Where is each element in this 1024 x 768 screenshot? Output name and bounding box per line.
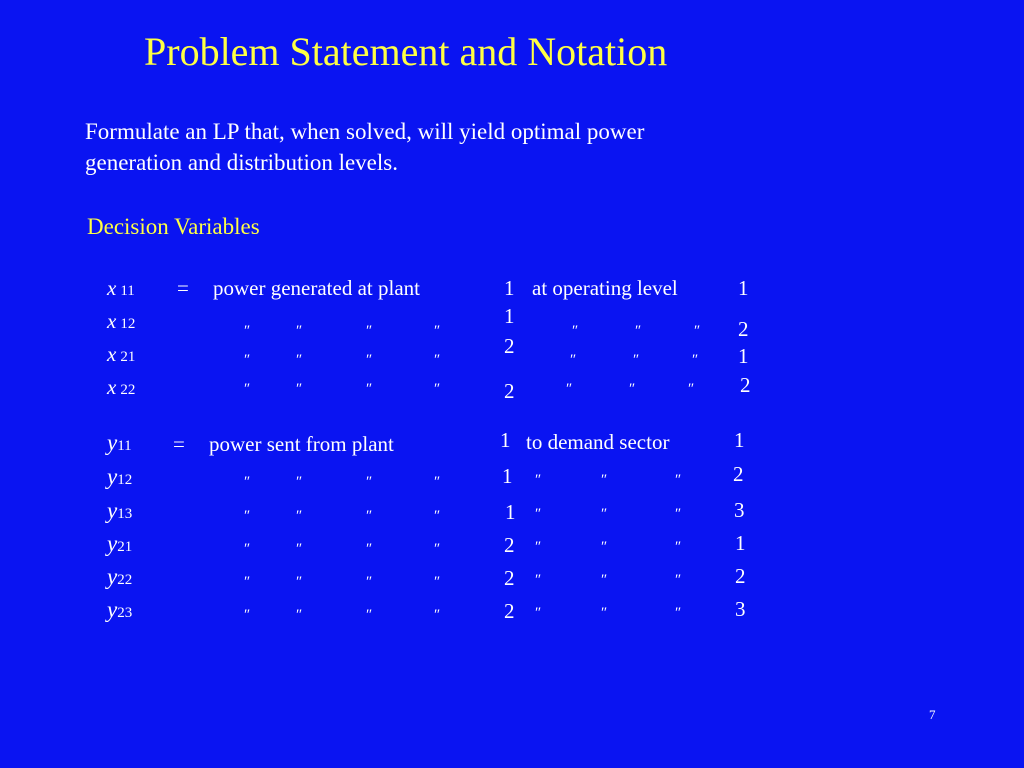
sector-index: 1 (734, 428, 745, 452)
ditto-mark: ″ (535, 539, 542, 555)
ditto-mark: ″ (244, 541, 251, 557)
ditto-mark: ″ (296, 607, 303, 623)
y-subscript: 13 (117, 506, 133, 522)
y-variable-23 (107, 597, 132, 623)
x-subscript: 12 (120, 316, 136, 332)
y-variable-12 (107, 464, 132, 490)
plant-index: 1 (502, 464, 513, 488)
ditto-mark: ″ (535, 472, 542, 488)
ditto-mark: ″ (434, 541, 441, 557)
ditto-mark: ″ (694, 323, 701, 339)
ditto-mark: ″ (675, 539, 682, 555)
y-subscript: 23 (117, 605, 133, 621)
ditto-mark: ″ (434, 381, 441, 397)
slide-title: Problem Statement and Notation (144, 29, 668, 74)
ditto-mark: ″ (675, 472, 682, 488)
ditto-mark: ″ (601, 605, 608, 621)
ditto-mark: ″ (566, 381, 573, 397)
ditto-mark: ″ (535, 506, 542, 522)
ditto-mark: ″ (366, 607, 373, 623)
x-equals: = (177, 276, 189, 300)
ditto-mark: ″ (675, 506, 682, 522)
x-letter: x (107, 342, 117, 366)
x-letter: x (107, 276, 117, 300)
ditto-mark: ″ (244, 352, 251, 368)
plant-index: 1 (500, 428, 511, 452)
ditto-mark: ″ (244, 474, 251, 490)
ditto-mark: ″ (366, 474, 373, 490)
ditto-mark: ″ (601, 539, 608, 555)
plant-index: 1 (504, 276, 515, 300)
intro-line-1: Formulate an LP that, when solved, will yield optimal power (85, 119, 645, 144)
y-letter: y (107, 564, 118, 589)
ditto-mark: ″ (601, 472, 608, 488)
y-letter: y (107, 498, 118, 523)
sector-index: 2 (733, 462, 744, 486)
section-heading: Decision Variables (87, 214, 260, 239)
y-subscript: 21 (117, 539, 133, 555)
level-index: 1 (738, 276, 749, 300)
level-index: 2 (738, 317, 749, 341)
x-description-level: at operating level (532, 276, 678, 300)
ditto-mark: ″ (244, 607, 251, 623)
ditto-mark: ″ (296, 574, 303, 590)
y-variable-21 (107, 531, 132, 557)
x-subscript: 21 (120, 349, 136, 365)
x-description-plant: power generated at plant (213, 276, 420, 300)
plant-index: 1 (505, 500, 516, 524)
plant-index: 2 (504, 599, 515, 623)
ditto-mark: ″ (296, 352, 303, 368)
ditto-mark: ″ (296, 474, 303, 490)
y-subscript: 22 (117, 572, 133, 588)
level-index: 2 (740, 373, 751, 397)
ditto-mark: ″ (572, 323, 579, 339)
plant-index: 2 (504, 533, 515, 557)
sector-index: 3 (735, 597, 746, 621)
x-subscript: 22 (120, 382, 136, 398)
ditto-mark: ″ (535, 605, 542, 621)
ditto-mark: ″ (296, 508, 303, 524)
ditto-mark: ″ (675, 572, 682, 588)
plant-index: 2 (504, 566, 515, 590)
x-letter: x (107, 309, 117, 333)
ditto-mark: ″ (688, 381, 695, 397)
y-variable-22 (107, 564, 132, 590)
ditto-mark: ″ (434, 352, 441, 368)
ditto-mark: ″ (296, 323, 303, 339)
ditto-mark: ″ (434, 508, 441, 524)
x-variable-12 (107, 309, 135, 334)
ditto-mark: ″ (570, 352, 577, 368)
ditto-mark: ″ (366, 381, 373, 397)
ditto-mark: ″ (434, 474, 441, 490)
ditto-mark: ″ (692, 352, 699, 368)
ditto-mark: ″ (366, 352, 373, 368)
ditto-mark: ″ (633, 352, 640, 368)
ditto-mark: ″ (244, 508, 251, 524)
page-number: 7 (929, 707, 936, 722)
y-letter: y (107, 464, 118, 489)
sector-index: 1 (735, 531, 746, 555)
y-letter: y (107, 597, 118, 622)
ditto-mark: ″ (601, 572, 608, 588)
ditto-mark: ″ (675, 605, 682, 621)
ditto-mark: ″ (535, 572, 542, 588)
x-variable-21 (107, 342, 135, 367)
sector-index: 3 (734, 498, 745, 522)
y-letter: y (107, 531, 118, 556)
plant-index: 1 (504, 304, 515, 328)
ditto-mark: ″ (366, 574, 373, 590)
ditto-mark: ″ (296, 381, 303, 397)
y-description-plant: power sent from plant (209, 432, 394, 456)
ditto-mark: ″ (434, 574, 441, 590)
ditto-mark: ″ (366, 508, 373, 524)
level-index: 1 (738, 344, 749, 368)
ditto-mark: ″ (635, 323, 642, 339)
ditto-mark: ″ (296, 541, 303, 557)
intro-line-2: generation and distribution levels. (85, 150, 398, 175)
y-subscript: 12 (117, 472, 133, 488)
ditto-mark: ″ (244, 381, 251, 397)
ditto-mark: ″ (434, 607, 441, 623)
plant-index: 2 (504, 379, 515, 403)
y-subscript: 11 (117, 438, 132, 454)
ditto-mark: ″ (366, 323, 373, 339)
y-variable-11 (107, 430, 132, 456)
x-variable-11 (107, 276, 135, 301)
ditto-mark: ″ (366, 541, 373, 557)
ditto-mark: ″ (629, 381, 636, 397)
ditto-mark: ″ (434, 323, 441, 339)
y-variable-13 (107, 498, 132, 524)
intro-text (85, 116, 865, 178)
y-equals: = (173, 432, 185, 456)
y-letter: y (107, 430, 118, 455)
ditto-mark: ″ (244, 323, 251, 339)
sector-index: 2 (735, 564, 746, 588)
ditto-mark: ″ (244, 574, 251, 590)
plant-index: 2 (504, 334, 515, 358)
ditto-mark: ″ (601, 506, 608, 522)
x-subscript: 11 (120, 283, 135, 299)
x-letter: x (107, 375, 117, 399)
y-description-sector: to demand sector (526, 430, 670, 454)
x-variable-22 (107, 375, 135, 400)
